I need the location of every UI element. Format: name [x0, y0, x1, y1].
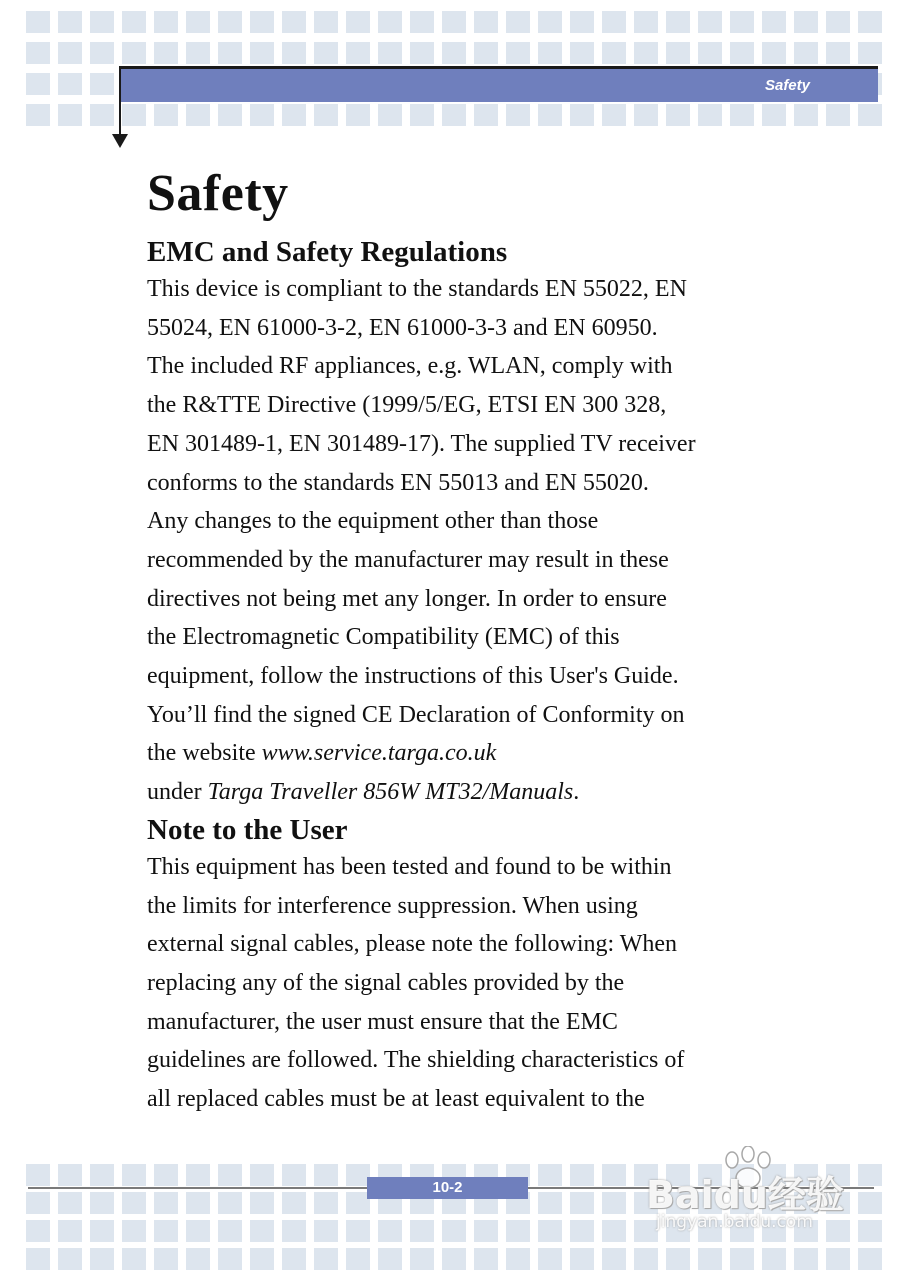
text-line: external signal cables, please note the following: When — [147, 931, 678, 958]
tile — [794, 104, 818, 126]
tile — [154, 1220, 178, 1242]
tile — [90, 1248, 114, 1270]
tile — [442, 1220, 466, 1242]
tile — [58, 42, 82, 64]
tile — [666, 104, 690, 126]
text-line: replacing any of the signal cables provided by the — [147, 969, 625, 996]
tile — [122, 1220, 146, 1242]
tile — [698, 1248, 722, 1270]
text-line: This equipment has been tested and found to be within — [147, 853, 672, 880]
tile — [186, 1220, 210, 1242]
tile — [90, 42, 114, 64]
tile — [858, 104, 882, 126]
tile — [378, 1220, 402, 1242]
header-bar — [120, 66, 878, 102]
tile — [26, 104, 50, 126]
tile — [410, 42, 434, 64]
tile — [730, 11, 754, 33]
tile — [218, 42, 242, 64]
tile — [442, 104, 466, 126]
tile — [122, 104, 146, 126]
website-prefix: the website — [147, 740, 262, 767]
text-line: manufacturer, the user must ensure that the EMC — [147, 1008, 618, 1035]
tile — [602, 1220, 626, 1242]
text-line: all replaced cables must be at least equivalent to the — [147, 1086, 645, 1113]
tile — [538, 1164, 562, 1186]
website-line — [147, 734, 787, 773]
tile — [58, 1220, 82, 1242]
tile — [634, 1248, 658, 1270]
tile — [154, 42, 178, 64]
tile — [58, 1164, 82, 1186]
tile — [282, 1248, 306, 1270]
tile — [154, 1164, 178, 1186]
website-link[interactable]: www.service.targa.co.uk — [261, 740, 497, 767]
tile — [570, 42, 594, 64]
tile — [506, 104, 530, 126]
tile — [858, 1164, 882, 1186]
tile — [250, 42, 274, 64]
tile — [186, 1248, 210, 1270]
tile — [666, 1248, 690, 1270]
tile — [58, 11, 82, 33]
tile — [346, 42, 370, 64]
tile — [506, 42, 530, 64]
tile — [826, 1248, 850, 1270]
tile — [218, 1220, 242, 1242]
tile — [122, 11, 146, 33]
page-title: Safety — [147, 165, 289, 222]
tile — [698, 104, 722, 126]
tile — [602, 11, 626, 33]
tile — [26, 73, 50, 95]
tile — [218, 1248, 242, 1270]
tile — [250, 1164, 274, 1186]
text-line: the Electromagnetic Compatibility (EMC) of this — [147, 624, 620, 651]
tile — [186, 11, 210, 33]
tile — [346, 104, 370, 126]
tile — [602, 1192, 626, 1214]
tile — [378, 104, 402, 126]
tile — [442, 1248, 466, 1270]
tile — [730, 42, 754, 64]
manuals-path: Targa Traveller 856W MT32/Manuals — [207, 779, 574, 806]
tile — [250, 11, 274, 33]
text-line: directives not being met any longer. In order to ensure — [147, 585, 667, 612]
tile — [314, 1164, 338, 1186]
tile — [570, 1248, 594, 1270]
text-line: equipment, follow the instructions of this User's Guide. — [147, 663, 679, 690]
tile — [250, 1220, 274, 1242]
tile — [826, 104, 850, 126]
tile — [154, 104, 178, 126]
tile — [602, 1248, 626, 1270]
tile — [282, 1164, 306, 1186]
tile — [730, 104, 754, 126]
tile — [186, 42, 210, 64]
tile — [474, 42, 498, 64]
tile — [122, 1164, 146, 1186]
tile — [794, 1248, 818, 1270]
tile — [314, 1248, 338, 1270]
note-paragraph — [147, 848, 787, 1119]
tile — [250, 1192, 274, 1214]
tile — [346, 1248, 370, 1270]
tile — [250, 104, 274, 126]
tile — [570, 1192, 594, 1214]
manuals-prefix: under — [147, 779, 208, 806]
section-heading-emc: EMC and Safety Regulations — [147, 236, 508, 268]
tile — [602, 42, 626, 64]
tile — [666, 42, 690, 64]
tile — [762, 104, 786, 126]
tile — [474, 11, 498, 33]
tile — [634, 104, 658, 126]
tile — [410, 11, 434, 33]
tile — [634, 11, 658, 33]
text-line: 55024, EN 61000-3-2, EN 61000-3-3 and EN 60950. — [147, 314, 658, 341]
tile — [410, 1220, 434, 1242]
header-marker-line — [119, 66, 121, 134]
tile — [186, 1192, 210, 1214]
tile — [410, 104, 434, 126]
tile — [826, 11, 850, 33]
tile — [282, 11, 306, 33]
baidu-watermark — [640, 1160, 850, 1240]
tile — [26, 1164, 50, 1186]
text-line: Any changes to the equipment other than those — [147, 508, 599, 535]
tile — [186, 104, 210, 126]
tile — [698, 11, 722, 33]
tile — [506, 1248, 530, 1270]
watermark-url: jingyan.baidu.com — [656, 1212, 813, 1232]
tile — [506, 1220, 530, 1242]
tile — [58, 73, 82, 95]
tile — [858, 1220, 882, 1242]
header-title: Safety — [764, 77, 810, 94]
tile — [218, 1164, 242, 1186]
tile — [794, 42, 818, 64]
tile — [762, 1248, 786, 1270]
tile — [762, 42, 786, 64]
tile — [26, 1248, 50, 1270]
tile — [346, 1220, 370, 1242]
text-line: the limits for interference suppression. When using — [147, 892, 638, 919]
tile — [218, 1192, 242, 1214]
tile — [538, 104, 562, 126]
tile — [90, 1192, 114, 1214]
tile — [346, 11, 370, 33]
watermark-brand: Baidu经验 — [646, 1173, 844, 1217]
tile — [218, 104, 242, 126]
tile — [282, 1192, 306, 1214]
tile — [538, 1248, 562, 1270]
tile — [90, 1164, 114, 1186]
text-line: the R&TTE Directive (1999/5/EG, ETSI EN 300 328, — [147, 392, 667, 419]
tile — [410, 1248, 434, 1270]
tile — [218, 11, 242, 33]
text-line: recommended by the manufacturer may result in these — [147, 546, 669, 573]
tile — [634, 42, 658, 64]
tile — [282, 1220, 306, 1242]
tile — [442, 42, 466, 64]
text-line: EN 301489-1, EN 301489-17). The supplied TV receiver — [147, 430, 696, 457]
tile — [570, 104, 594, 126]
tile — [282, 104, 306, 126]
tile — [858, 1248, 882, 1270]
tile — [570, 1164, 594, 1186]
text-line: conforms to the standards EN 55013 and EN 55020. — [147, 469, 649, 496]
tile — [378, 42, 402, 64]
text-line: The included RF appliances, e.g. WLAN, comply with — [147, 353, 673, 380]
page-content — [147, 164, 787, 1119]
tile — [666, 11, 690, 33]
tile — [26, 42, 50, 64]
tile — [474, 1220, 498, 1242]
page-number: 10-2 — [367, 1177, 528, 1199]
tile — [90, 73, 114, 95]
tile — [858, 42, 882, 64]
tile — [762, 11, 786, 33]
manuals-suffix: . — [573, 779, 580, 806]
tile — [58, 1192, 82, 1214]
tile — [314, 1192, 338, 1214]
tile — [154, 1192, 178, 1214]
tile — [538, 11, 562, 33]
tile — [186, 1164, 210, 1186]
tile — [250, 1248, 274, 1270]
tile — [314, 42, 338, 64]
tile — [314, 1220, 338, 1242]
text-line: This device is compliant to the standards EN 55022, EN — [147, 276, 687, 302]
tile — [58, 104, 82, 126]
tile — [90, 11, 114, 33]
tile — [538, 42, 562, 64]
tile — [58, 1248, 82, 1270]
tile — [858, 1192, 882, 1214]
tile — [538, 1192, 562, 1214]
tile — [90, 1220, 114, 1242]
tile — [314, 11, 338, 33]
tile — [602, 104, 626, 126]
tile — [442, 11, 466, 33]
text-line: guidelines are followed. The shielding characteristics of — [147, 1047, 685, 1074]
tile — [794, 11, 818, 33]
tile — [730, 1248, 754, 1270]
tile — [122, 42, 146, 64]
tile — [26, 1220, 50, 1242]
tile — [698, 42, 722, 64]
tile — [154, 11, 178, 33]
tile — [282, 42, 306, 64]
tile — [90, 104, 114, 126]
tile — [122, 1248, 146, 1270]
section-heading-note: Note to the User — [147, 813, 348, 846]
tile — [602, 1164, 626, 1186]
tile — [474, 1248, 498, 1270]
tile — [474, 104, 498, 126]
header-tile-pattern — [0, 0, 902, 130]
emc-paragraph — [147, 270, 787, 812]
text-line: You’ll find the signed CE Declaration of Conformity on — [147, 701, 685, 728]
tile — [570, 1220, 594, 1242]
tile — [314, 104, 338, 126]
tile — [378, 1248, 402, 1270]
down-arrow-icon — [112, 134, 128, 148]
tile — [122, 1192, 146, 1214]
tile — [858, 11, 882, 33]
tile — [538, 1220, 562, 1242]
tile — [826, 42, 850, 64]
tile — [26, 11, 50, 33]
tile — [154, 1248, 178, 1270]
tile — [378, 11, 402, 33]
tile — [570, 11, 594, 33]
tile — [26, 1192, 50, 1214]
tile — [506, 11, 530, 33]
manuals-line — [147, 773, 787, 812]
